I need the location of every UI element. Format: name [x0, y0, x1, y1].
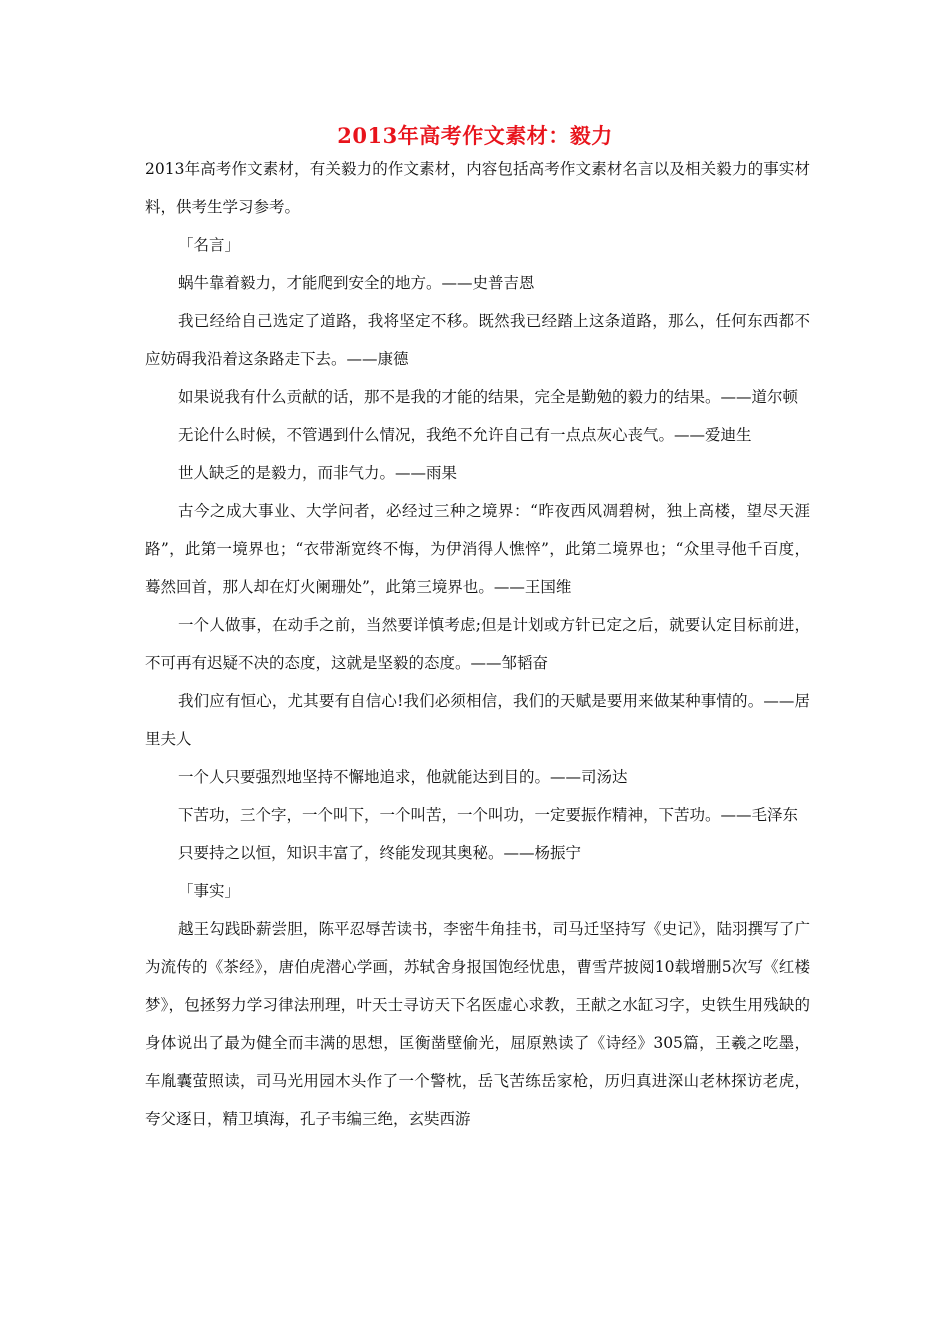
quote-paragraph: 一个人做事，在动手之前，当然要详慎考虑;但是计划或方针已定之后，就要认定目标前进，不可再有迟疑不决的态度，这就是坚毅的态度。——邹韬奋 [145, 616, 810, 672]
facts-heading: 「事实」 [178, 882, 241, 900]
document-title: 2013年高考作文素材：毅力 [337, 123, 613, 148]
quote-paragraph: 我们应有恒心，尤其要有自信心!我们必须相信，我们的天赋是要用来做某种事情的。——居里夫人 [145, 692, 810, 748]
quote-paragraph: 蜗牛靠着毅力，才能爬到安全的地方。——史普吉恩 [178, 274, 535, 292]
quote-paragraph: 下苦功，三个字，一个叫下，一个叫苦，一个叫功，一定要振作精神，下苦功。——毛泽东 [178, 806, 799, 824]
quote-paragraph: 无论什么时候，不管遇到什么情况，我绝不允许自己有一点点灰心丧气。——爱迪生 [178, 426, 752, 444]
quote-paragraph: 世人缺乏的是毅力，而非气力。——雨果 [178, 464, 458, 482]
intro-paragraph: 2013年高考作文素材，有关毅力的作文素材，内容包括高考作文素材名言以及相关毅力的事实材料，供考生学习参考。 [145, 160, 810, 216]
quote-paragraph: 一个人只要强烈地坚持不懈地追求，他就能达到目的。——司汤达 [178, 768, 628, 786]
quote-paragraph: 只要持之以恒，知识丰富了，终能发现其奥秘。——杨振宁 [178, 844, 582, 862]
quote-paragraph: 如果说我有什么贡献的话，那不是我的才能的结果，完全是勤勉的毅力的结果。——道尔顿 [178, 388, 799, 406]
quote-paragraph: 古今之成大事业、大学问者，必经过三种之境界：“昨夜西风凋碧树，独上高楼，望尽天涯路”，此第一境界也；“衣带渐宽终不悔，为伊消得人憔悴”，此第二境界也；“众里寻他千百度，蓦然回首，那人却在灯火阑珊处”，此第三境界也。——王国维 [145, 502, 810, 596]
quote-paragraph: 我已经给自己选定了道路，我将坚定不移。既然我已经踏上这条道路，那么，任何东西都不应妨碍我沿着这条路走下去。——康德 [145, 312, 810, 368]
quotes-heading: 「名言」 [178, 236, 241, 254]
facts-paragraph: 越王勾践卧薪尝胆，陈平忍辱苦读书，李密牛角挂书，司马迁坚持写《史记》，陆羽撰写了广为流传的《茶经》，唐伯虎潜心学画，苏轼舍身报国饱经忧患，曹雪芹披阅10载增删5次写《红楼梦》，包拯努力学习律法刑理，叶天士寻访天下名医虚心求教，王献之水缸习字，史铁生用残缺的身体说出了最为健全而丰满的思想，匡衡凿壁偷光，屈原熟读了《诗经》305篇，王羲之吃墨，车胤囊萤照读，司马光用园木头作了一个警枕，岳飞苦练岳家枪，历归真进深山老林探访老虎，夸父逐日，精卫填海，孔子韦编三绝，玄奘西游 [145, 920, 810, 1128]
document-body [145, 150, 810, 1138]
